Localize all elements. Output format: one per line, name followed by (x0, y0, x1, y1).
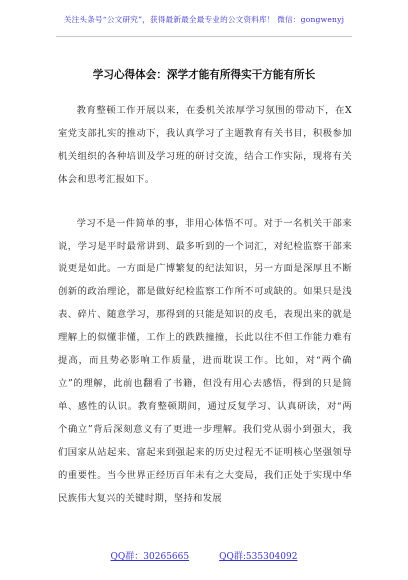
header-divider (56, 36, 352, 37)
footer-qq-group-1[interactable]: QQ群：30265665 (110, 552, 190, 562)
paragraph-study: 学习不是一件简单的事，非用心体悟不可。对于一名机关干部来说，学习是平时最常讲到、最多听到的一个词汇，对纪检监察干部来说更是如此。一方面是广博繁复的纪法知识，另一方面是深厚且不断创新的政治理论，都是做好纪检监察工作所不可或缺的。如果只是浅表、碎片、随意学习，那得到的只能是知识的皮毛，表现出来的就是理解上的似懂非懂，工作上的跌跌撞撞，长此以往不但工作能力难有提高，而且势必影响工作质量，进而耽误工作。比如，对“两个确立”的理解，此前也翻看了书籍，但没有用心去感悟，得到的只是简单、感性的认识。教育整顿期间，通过反复学习、认真研读，对“两个确立”背后深刻意义有了更进一步理解。我们党从弱小到强大，我们国家从站起来、富起来到强起来的历史过程无不证明核心坚强领导的重要性。当今世界正经历百年未有之大变局，我们正处于实现中华民族伟大复兴的关键时期，坚持和发展 (58, 217, 352, 504)
footer (0, 549, 408, 562)
footer-qq-group-2[interactable]: QQ群:535304092 (219, 552, 298, 562)
paragraph-intro: 教育整顿工作开展以来，在委机关浓厚学习氛围的带动下，在X室党支部扎实的推动下，我认真学习了主题教育有关书目，积极参加机关组织的各种培训及学习班的研讨交流，结合工作实际，现将有关体会和思考汇报如下。 (58, 105, 352, 185)
document-title: 学习心得体会：深学才能有所得实干方能有所长 (92, 69, 316, 81)
top-banner: 关注头条号“公文研究”，获得最新最全最专业的公文资料库！ 微信：gongwenyj (63, 15, 345, 24)
document-body (58, 100, 352, 510)
